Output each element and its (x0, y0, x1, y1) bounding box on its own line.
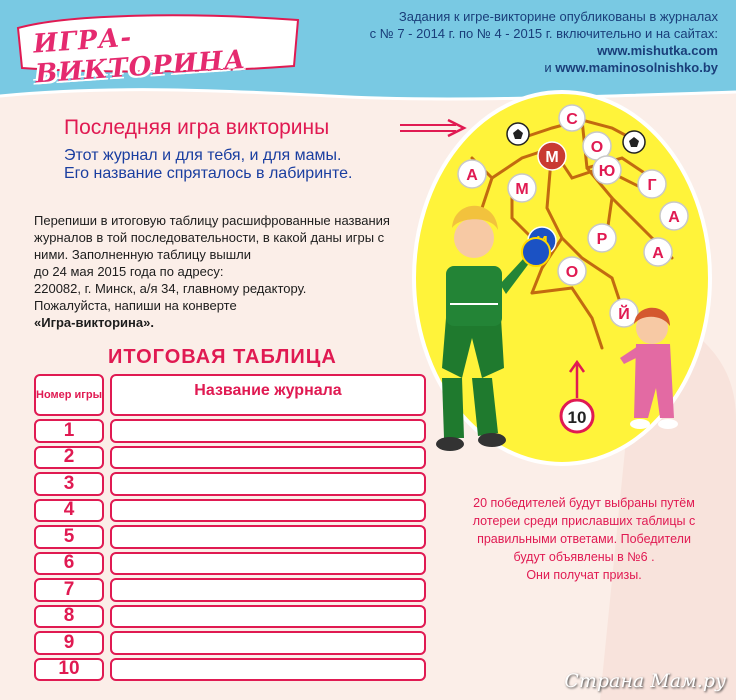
maze-illustration (412, 88, 712, 468)
instruction-line-4: до 24 мая 2015 года по адресу: (34, 264, 224, 279)
row-number: 3 (34, 472, 104, 496)
site-link-maminosolnishko[interactable]: www.maminosolnishko.by (555, 60, 718, 75)
table-header-row (34, 374, 426, 416)
winners-line-5: Они получат призы. (526, 568, 642, 582)
header-info (298, 8, 718, 76)
maze-letter: О (565, 264, 579, 281)
answer-cell[interactable] (110, 605, 426, 629)
table-row (34, 446, 426, 470)
instruction-line-6: Пожалуйста, напиши на конверте (34, 298, 237, 313)
answer-cell[interactable] (110, 446, 426, 470)
answer-cell[interactable] (110, 658, 426, 682)
answer-cell[interactable] (110, 578, 426, 602)
row-number: 2 (34, 446, 104, 470)
row-number: 8 (34, 605, 104, 629)
site-link-mishutka[interactable]: www.mishutka.com (597, 43, 718, 58)
col-header-name: Название журнала (110, 374, 426, 416)
instruction-line-5: 220082, г. Минск, а/я 34, главному редактору. (34, 281, 307, 296)
maze-letter: Г (647, 177, 657, 194)
maze-letter: М (515, 181, 529, 198)
instruction-line-3: ними. Заполненную таблицу вышли (34, 247, 251, 262)
answer-cell[interactable] (110, 472, 426, 496)
maze-letter: О (590, 139, 604, 156)
winners-note (436, 494, 732, 584)
row-number: 1 (34, 419, 104, 443)
header-line-2: с № 7 - 2014 г. по № 4 - 2015 г. включительно и на сайтах: (369, 26, 718, 41)
winners-line-1: 20 победителей будут выбраны путём (473, 496, 695, 510)
maze-letter: А (652, 245, 664, 262)
row-number: 10 (34, 658, 104, 682)
score-table (34, 374, 426, 684)
winners-line-2: лотереи среди приславших таблицы с (472, 514, 696, 528)
table-row (34, 578, 426, 602)
maze-letter: А (668, 209, 680, 226)
answer-cell[interactable] (110, 499, 426, 523)
maze-letter: М (545, 149, 559, 166)
table-row (34, 605, 426, 629)
table-title: ИТОГОВАЯ ТАБЛИЦА (108, 346, 337, 368)
row-number: 4 (34, 499, 104, 523)
table-row (34, 658, 426, 682)
row-number: 5 (34, 525, 104, 549)
envelope-label: «Игра-викторина». (34, 315, 154, 330)
row-number: 9 (34, 631, 104, 655)
subtitle-line-2: Его название спряталось в лабиринте. (64, 165, 353, 182)
winners-line-3: правильными ответами. Победители (477, 532, 691, 546)
instruction-line-7 (34, 314, 424, 331)
maze-letter: Ю (598, 163, 616, 180)
maze-letter: Р (596, 231, 608, 248)
table-row (34, 631, 426, 655)
ball-held-icon (522, 238, 550, 266)
subtitle-line-1: Этот журнал и для тебя, и для мамы. (64, 147, 342, 164)
header-line-1: Задания к игре-викторине опубликованы в журналах (398, 9, 718, 24)
instruction-line-2: журналов в той последовательности, в какой даны игры с (34, 230, 385, 245)
page-title: Последняя игра викторины (64, 116, 330, 139)
row-number: 7 (34, 578, 104, 602)
instructions (34, 212, 424, 331)
maze-letter: Й (618, 306, 630, 323)
table-row (34, 552, 426, 576)
table-row (34, 525, 426, 549)
maze-letter: А (466, 167, 478, 184)
winners-line-4: будут объявлены в №6 . (513, 550, 655, 564)
header-line-4-prefix: и (544, 60, 556, 75)
answer-cell[interactable] (110, 631, 426, 655)
soccer-ball-icon (507, 123, 529, 145)
row-number: 6 (34, 552, 104, 576)
table-row (34, 419, 426, 443)
subtitle (64, 147, 404, 183)
col-header-number: Номер игры (34, 374, 104, 416)
answer-cell[interactable] (110, 525, 426, 549)
table-row (34, 472, 426, 496)
answer-cell[interactable] (110, 419, 426, 443)
instruction-line-1: Перепиши в итоговую таблицу расшифрованные названия (34, 213, 390, 228)
game-number: 10 (567, 408, 587, 427)
maze-letter: С (566, 111, 578, 128)
answer-cell[interactable] (110, 552, 426, 576)
site-watermark: Страна Мам.ру (564, 670, 726, 692)
logo-text: ИГРА-ВИКТОРИНА (32, 22, 247, 90)
soccer-ball-icon (623, 131, 645, 153)
table-row (34, 499, 426, 523)
quiz-logo (8, 8, 308, 90)
